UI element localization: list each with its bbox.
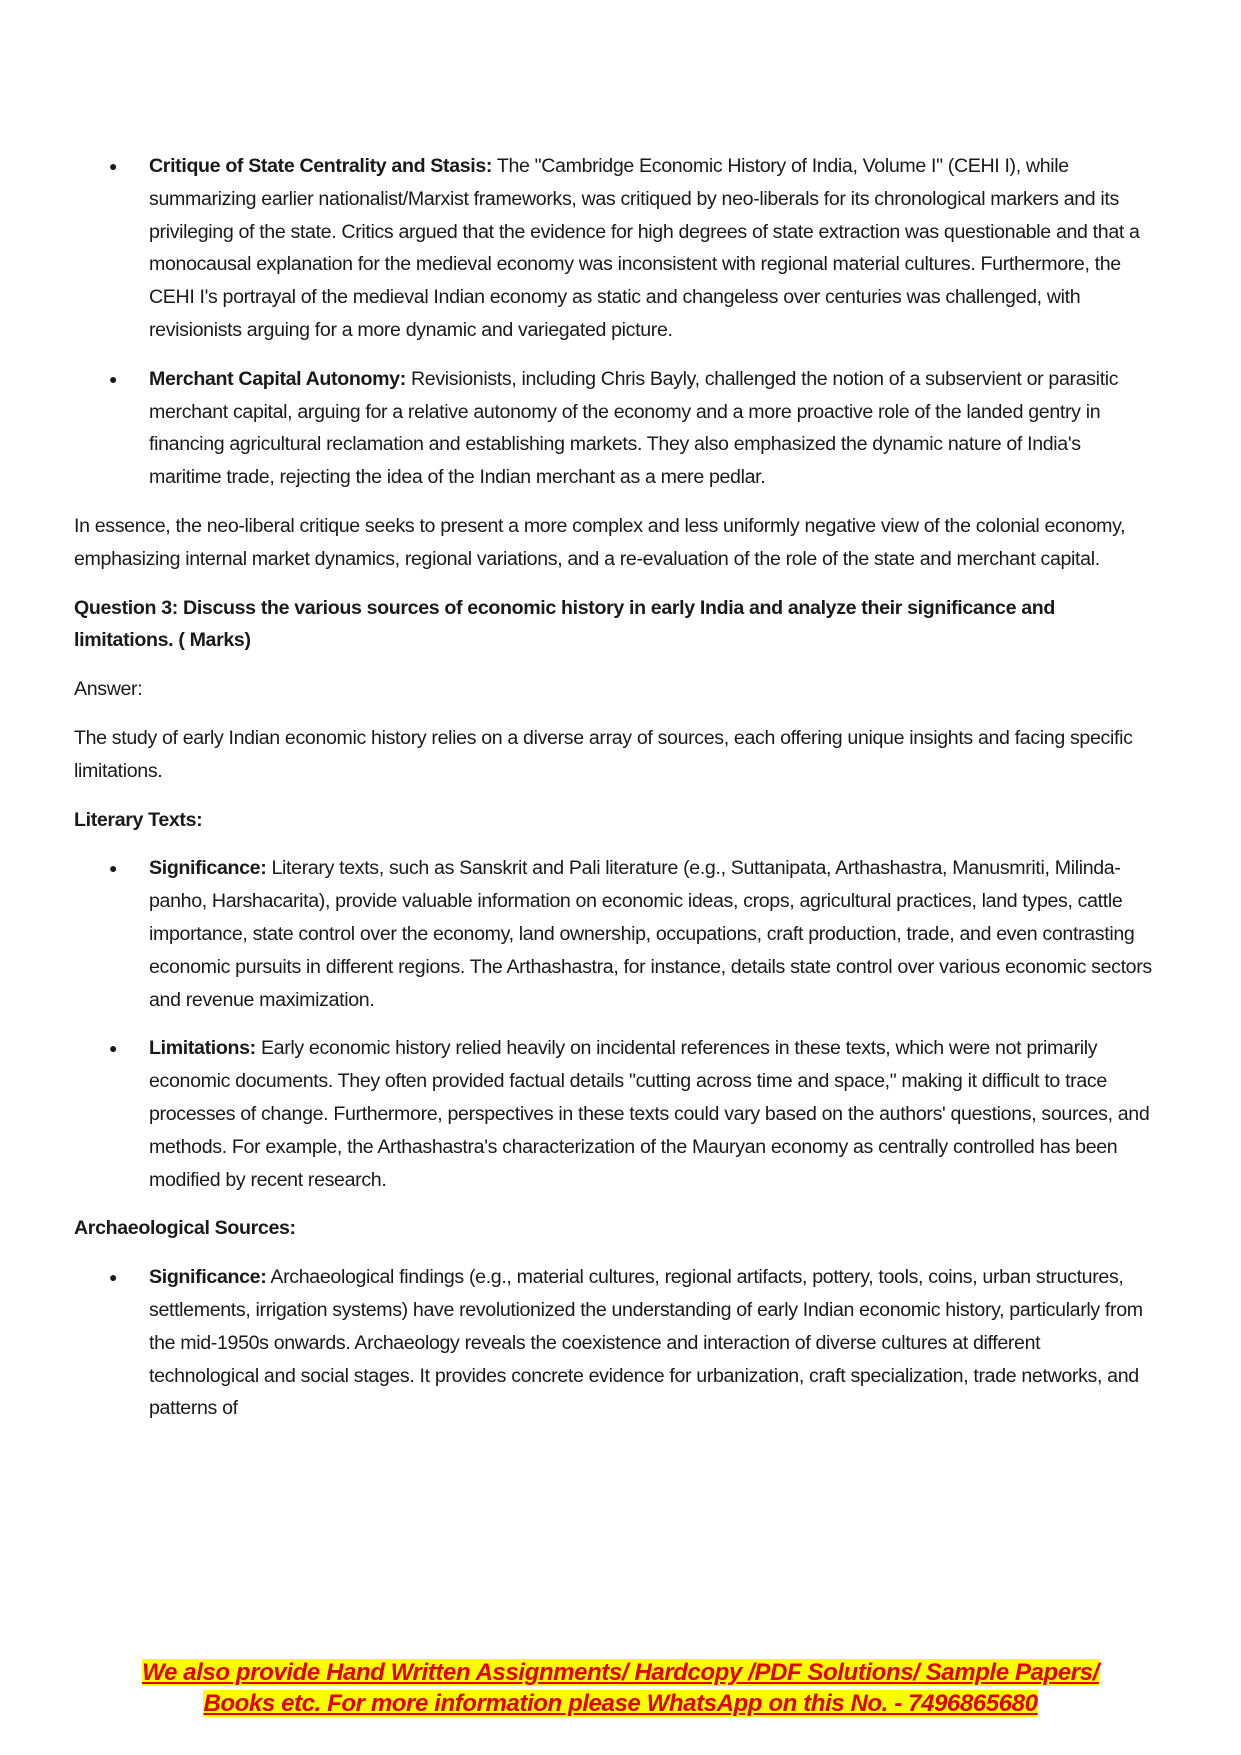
document-body (74, 150, 1154, 1441)
list-item (74, 1032, 1154, 1196)
bullet-text: Early economic history relied heavily on incidental references in these texts, which were not primarily economic documents. They often provided factual details "cutting across time and space," making it difficult to trace processes of change. Furthermore, perspectives in these texts could vary based on the authors' questions, sources, and methods. For example, the Arthashastra's characterization of the Mauryan economy as centrally controlled has been modified by recent research. (149, 1037, 1150, 1191)
bullet-label: Limitations: (149, 1037, 256, 1060)
bullet-icon: ● (109, 370, 118, 387)
bullet-icon: ● (109, 1040, 118, 1057)
archaeological-bullet-list (74, 1261, 1154, 1425)
critique-bullet-list (74, 150, 1154, 494)
bullet-label: Merchant Capital Autonomy: (149, 367, 406, 390)
bullet-text: Archaeological findings (e.g., material cultures, regional artifacts, pottery, tools, coins, urban structures, settlements, irrigation systems) have revolutionized the understanding of early Indian economic history, particularly from the mid-1950s onwards. Archaeology reveals the coexistence and interaction of diverse cultures at different technological and social stages. It provides concrete evidence for urbanization, craft specialization, trade networks, and patterns of (149, 1266, 1143, 1420)
essence-paragraph: In essence, the neo-liberal critique seeks to present a more complex and less uniformly negative view of the colonial economy, emphasizing internal market dynamics, regional variations, and a re-evaluation of the role of the state and merchant capital. (74, 514, 1126, 570)
list-item (74, 852, 1154, 1016)
promo-line-1: We also provide Hand Written Assignments/ Hardcopy /PDF Solutions/ Sample Papers/ (142, 1659, 1099, 1686)
intro-paragraph: The study of early Indian economic history relies on a diverse array of sources, each offering unique insights and facing specific limitations. (74, 726, 1133, 782)
bullet-label: Significance: (149, 857, 267, 880)
question-heading: Question 3: Discuss the various sources of economic history in early India and analyze their significance and limitations. ( Marks) (74, 596, 1056, 652)
list-item (74, 150, 1154, 347)
bullet-icon: ● (109, 158, 118, 174)
literary-bullet-list (74, 852, 1154, 1196)
bullet-label: Significance: (149, 1266, 267, 1289)
list-item (74, 1261, 1154, 1425)
literary-texts-heading: Literary Texts: (74, 808, 203, 831)
bullet-icon: ● (109, 1269, 118, 1286)
list-item (74, 363, 1154, 494)
bullet-text: Literary texts, such as Sanskrit and Pali literature (e.g., Suttanipata, Arthashastra, Manusmriti, Milinda-panho, Harshacarita), provide valuable information on economic ideas, crops, agricultural practices, land types, cattle importance, state control over the economy, land ownership, occupations, craft production, trade, and even contrasting economic pursuits in different regions. The Arthashastra, for instance, details state control over various economic sectors and revenue maximization. (149, 857, 1152, 1011)
promo-line-2: Books etc. For more information please WhatsApp on this No. - 7496865680 (203, 1690, 1038, 1717)
bullet-text: The "Cambridge Economic History of India, Volume I" (CEHI I), while summarizing earlier nationalist/Marxist frameworks, was critiqued by neo-liberals for its chronological markers and its privileging of the state. Critics argued that the evidence for high degrees of state extraction was questionable and that a monocausal explanation for the medieval economy was inconsistent with regional material cultures. Furthermore, the CEHI I's portrayal of the medieval Indian economy as static and changeless over centuries was challenged, with revisionists arguing for a more dynamic and variegated picture. (149, 155, 1140, 341)
bullet-label: Critique of State Centrality and Stasis: (149, 155, 493, 177)
bullet-text: Revisionists, including Chris Bayly, challenged the notion of a subservient or parasitic merchant capital, arguing for a relative autonomy of the economy and a more proactive role of the landed gentry in financing agricultural reclamation and establishing markets. They also emphasized the dynamic nature of India's maritime trade, rejecting the idea of the Indian merchant as a mere pedlar. (149, 367, 1119, 489)
bullet-icon: ● (109, 860, 118, 877)
answer-label: Answer: (74, 678, 143, 701)
promo-footer (0, 1657, 1241, 1719)
archaeological-sources-heading: Archaeological Sources: (74, 1217, 296, 1240)
